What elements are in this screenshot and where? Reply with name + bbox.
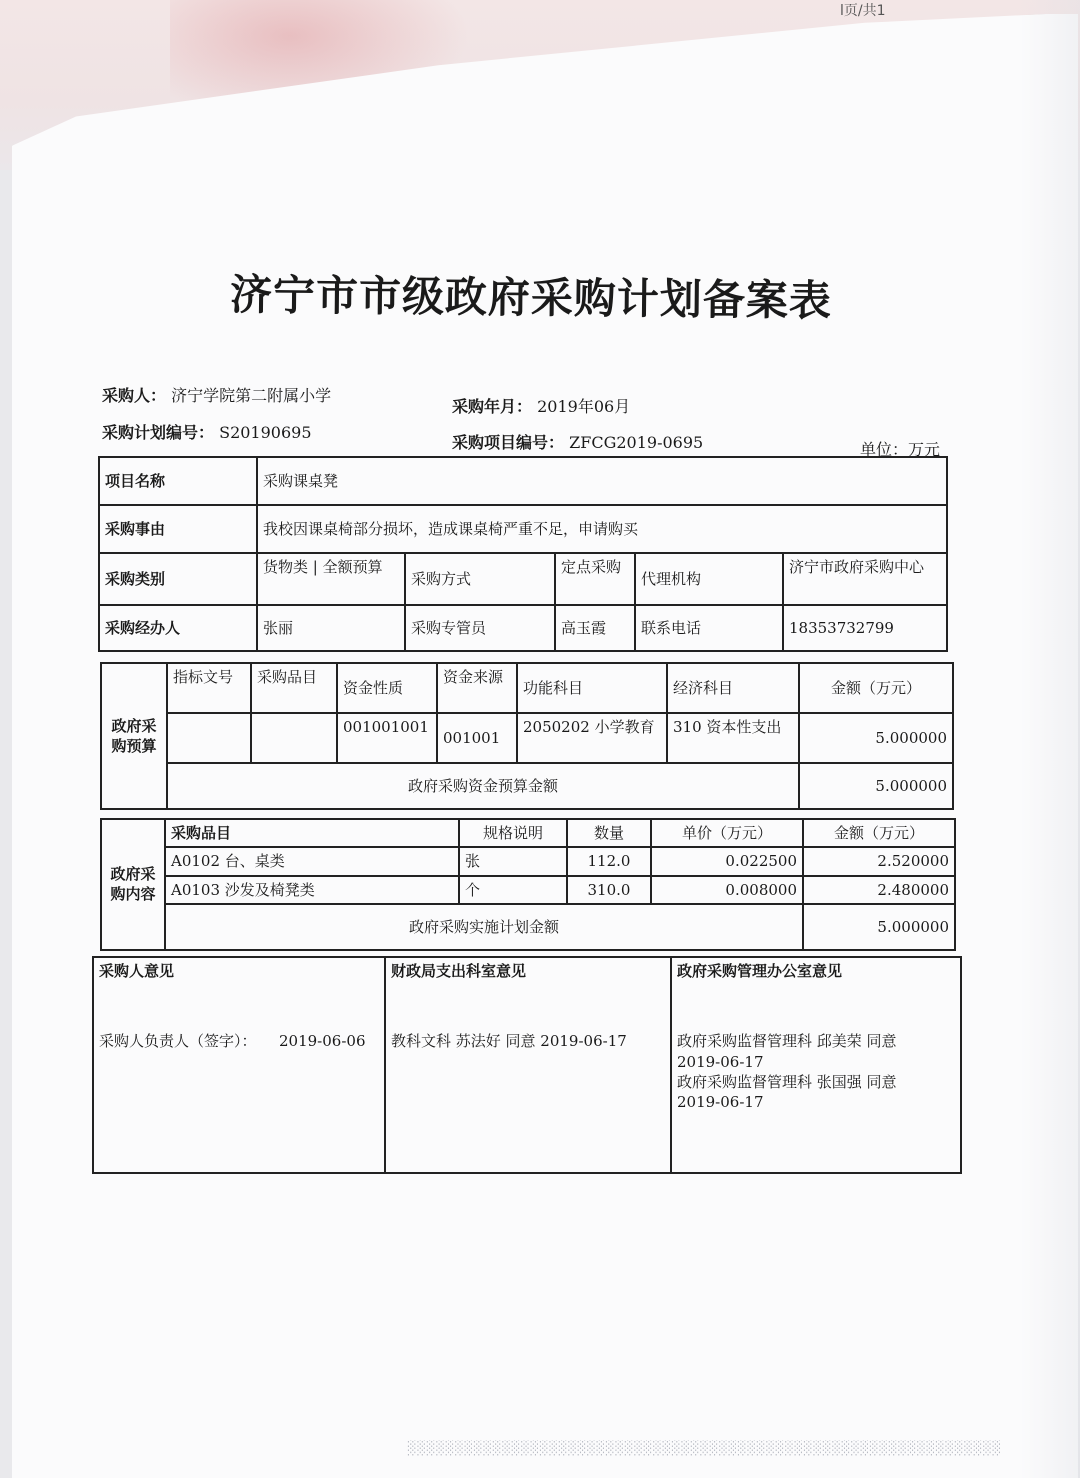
plan-no-line — [102, 420, 312, 443]
budget-header: 资金来源 — [437, 663, 517, 713]
document-title: 济宁市市级政府采购计划备案表 — [229, 270, 833, 326]
office-opinion-line: 政府采购监督管理科 张国强 同意 — [677, 1072, 897, 1091]
content-header: 规格说明 — [459, 819, 567, 847]
month-line — [452, 394, 630, 417]
office-opinion-date: 2019-06-17 — [677, 1052, 764, 1071]
plan-no-value: S20190695 — [219, 423, 312, 442]
page-shade — [1020, 0, 1080, 1478]
budget-cell: 001001001 — [337, 713, 437, 763]
office-opinion-date: 2019-06-17 — [677, 1093, 764, 1111]
finance-opinion-title: 财政局支出科室意见 — [391, 962, 527, 980]
content-cell: A0102 台、桌类 — [165, 847, 459, 875]
project-name-label: 项目名称 — [99, 457, 257, 505]
finance-opinion-text: 教科文科 苏法好 同意 2019-06-17 — [391, 1032, 627, 1051]
phone-value: 18353732799 — [783, 605, 947, 651]
content-table — [100, 818, 956, 951]
category-value: 货物类 | 全额预算 — [257, 553, 405, 605]
opinions-table — [92, 956, 962, 1174]
content-cell: 2.520000 — [803, 847, 955, 875]
reason-value: 我校因课桌椅部分损坏，造成课桌椅严重不足，申请购买 — [257, 505, 947, 553]
finance-opinion-cell — [385, 957, 671, 1173]
project-no-label: 采购项目编号： — [452, 433, 565, 452]
content-cell: 0.008000 — [651, 876, 803, 904]
budget-header: 金额（万元） — [799, 663, 953, 713]
handler-label: 采购经办人 — [99, 605, 257, 651]
content-cell: 张 — [459, 847, 567, 875]
purchaser-label: 采购人： — [102, 386, 167, 405]
category-label: 采购类别 — [99, 553, 257, 605]
method-value: 定点采购 — [555, 553, 635, 605]
budget-header: 资金性质 — [337, 663, 437, 713]
budget-cell — [167, 713, 251, 763]
budget-header: 指标文号 — [167, 663, 251, 713]
purchaser-line — [102, 383, 331, 406]
project-no-line — [452, 430, 703, 453]
phone-label: 联系电话 — [635, 605, 783, 651]
content-total-label: 政府采购实施计划金额 — [165, 904, 803, 950]
method-label: 采购方式 — [405, 553, 555, 605]
budget-cell: 001001 — [437, 713, 517, 763]
content-cell: 310.0 — [567, 876, 651, 904]
content-header: 采购品目 — [165, 819, 459, 847]
reason-label: 采购事由 — [99, 505, 257, 553]
content-cell: A0103 沙发及椅凳类 — [165, 876, 459, 904]
purchaser-value: 济宁学院第二附属小学 — [171, 386, 332, 405]
budget-header: 功能科目 — [517, 663, 667, 713]
budget-table — [100, 662, 954, 810]
purchaser-opinion-cell — [93, 957, 385, 1173]
office-opinion-line: 政府采购监督管理科 邱美荣 同意 — [677, 1032, 897, 1051]
plan-no-label: 采购计划编号： — [102, 423, 215, 442]
project-no-value: ZFCG2019-0695 — [569, 433, 704, 452]
unit-note: 单位：万元 — [860, 440, 941, 459]
project-name-value: 采购课桌凳 — [257, 457, 947, 505]
budget-header: 采购品目 — [251, 663, 337, 713]
budget-cell: 2050202 小学教育 — [517, 713, 667, 763]
office-opinion-title: 政府采购管理办公室意见 — [677, 962, 843, 980]
content-cell: 个 — [459, 876, 567, 904]
project-info-table — [98, 456, 948, 652]
purchaser-opinion-text: 采购人负责人（签字）： 2019-06-06 — [99, 1032, 366, 1051]
budget-section-label: 政府采购预算 — [101, 663, 167, 809]
budget-total-label: 政府采购资金预算金额 — [167, 763, 799, 809]
page-number: l页/共1 — [840, 3, 886, 19]
purchaser-opinion-title: 采购人意见 — [99, 962, 175, 980]
month-label: 采购年月： — [452, 397, 533, 416]
show-through-text: ░░░░░░░░░░░░░░░░░░░░░░░░░░░░░░░░░░░░░░░░░░░░░░░░░░░░░░░░░░░░░░░ — [405, 1440, 1000, 1456]
content-header: 金额（万元） — [803, 819, 955, 847]
content-cell: 2.480000 — [803, 876, 955, 904]
budget-cell — [251, 713, 337, 763]
handler-value: 张丽 — [257, 605, 405, 651]
content-cell: 0.022500 — [651, 847, 803, 875]
month-value: 2019年06月 — [537, 397, 631, 416]
office-opinion-cell — [671, 957, 961, 1173]
officer-label: 采购专管员 — [405, 605, 555, 651]
content-header: 数量 — [567, 819, 651, 847]
content-header: 单价（万元） — [651, 819, 803, 847]
content-section-label: 政府采购内容 — [101, 819, 165, 950]
content-cell: 112.0 — [567, 847, 651, 875]
budget-total-value: 5.000000 — [799, 763, 953, 809]
budget-cell: 310 资本性支出 — [667, 713, 799, 763]
agency-value: 济宁市政府采购中心 — [783, 553, 947, 605]
content-total-value: 5.000000 — [803, 904, 955, 950]
budget-header: 经济科目 — [667, 663, 799, 713]
officer-value: 高玉霞 — [555, 605, 635, 651]
budget-cell: 5.000000 — [799, 713, 953, 763]
agency-label: 代理机构 — [635, 553, 783, 605]
